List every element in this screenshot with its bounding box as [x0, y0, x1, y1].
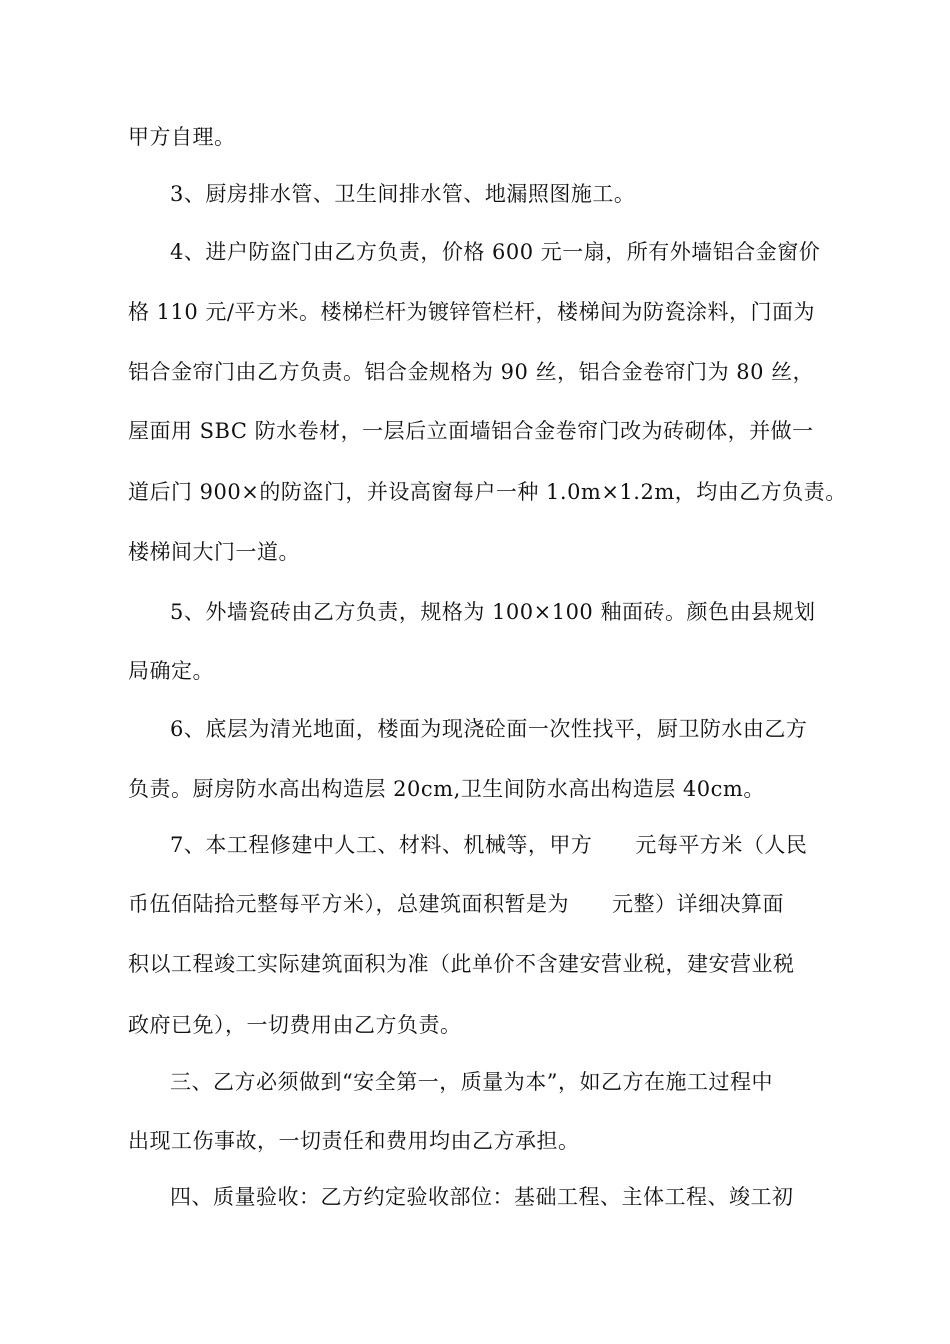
- text-line-11: 6、底层为清光地面，楼面为现浇砼面一次性找平，厨卫防水由乙方: [170, 717, 808, 741]
- text-line-16: 政府已免），一切费用由乙方负责。: [128, 1013, 462, 1037]
- text-line-15: 积以工程竣工实际建筑面积为准（此单价不含建安营业税，建安营业税: [128, 952, 795, 976]
- text-line-4: 格 110 元/平方米。楼梯栏杆为镀锌管栏杆，楼梯间为防瓷涂料，门面为: [128, 300, 816, 324]
- text-line-9: 5、外墙瓷砖由乙方负责，规格为 100×100 釉面砖。颜色由县规划: [170, 600, 816, 624]
- text-line-18: 出现工伤事故，一切责任和费用均由乙方承担。: [128, 1129, 580, 1153]
- text-line-8: 楼梯间大门一道。: [128, 540, 300, 564]
- text-line-10: 局确定。: [128, 659, 214, 683]
- text-line-14: 币伍佰陆拾元整每平方米），总建筑面积暂是为 元整）详细决算面: [128, 892, 784, 916]
- text-line-12: 负责。厨房防水高出构造层 20cm,卫生间防水高出构造层 40cm。: [128, 777, 765, 801]
- text-line-1: 甲方自理。: [128, 125, 236, 149]
- text-line-19: 四、质量验收：乙方约定验收部位：基础工程、主体工程、竣工初: [170, 1185, 794, 1209]
- text-line-5: 铝合金帘门由乙方负责。铝合金规格为 90 丝，铝合金卷帘门为 80 丝，: [128, 360, 815, 384]
- text-line-2: 3、厨房排水管、卫生间排水管、地漏照图施工。: [170, 182, 636, 206]
- text-line-6: 屋面用 SBC 防水卷材，一层后立面墙铝合金卷帘门改为砖砌体，并做一: [128, 419, 814, 443]
- text-line-17: 三、乙方必须做到“安全第一，质量为本”，如乙方在施工过程中: [170, 1070, 773, 1094]
- text-line-7: 道后门 900×的防盗门，并设高窗每户一种 1.0m×1.2m，均由乙方负责。: [128, 480, 847, 504]
- text-line-3: 4、进户防盗门由乙方负责，价格 600 元一扇，所有外墙铝合金窗价: [170, 240, 821, 264]
- text-line-13: 7、本工程修建中人工、材料、机械等，甲方 元每平方米（人民: [170, 833, 808, 857]
